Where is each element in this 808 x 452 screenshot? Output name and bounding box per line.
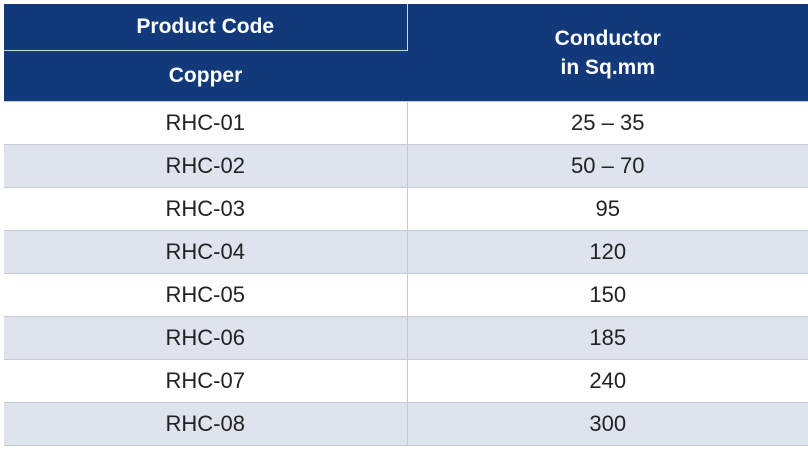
product-code-cell: RHC-06 bbox=[4, 317, 407, 360]
conductor-header-line2: in Sq.mm bbox=[560, 55, 655, 79]
product-code-header: Product Code bbox=[4, 4, 407, 51]
table-row bbox=[4, 317, 808, 360]
table-body bbox=[4, 102, 808, 446]
conductor-cell: 240 bbox=[407, 360, 808, 403]
table-row bbox=[4, 231, 808, 274]
table-row bbox=[4, 102, 808, 145]
table-row bbox=[4, 145, 808, 188]
product-code-cell: RHC-04 bbox=[4, 231, 407, 274]
product-code-cell: RHC-08 bbox=[4, 403, 407, 446]
conductor-cell: 185 bbox=[407, 317, 808, 360]
product-code-cell: RHC-05 bbox=[4, 274, 407, 317]
product-table-container bbox=[4, 4, 808, 448]
product-code-cell: RHC-03 bbox=[4, 188, 407, 231]
conductor-cell: 50 – 70 bbox=[407, 145, 808, 188]
conductor-cell: 300 bbox=[407, 403, 808, 446]
header-row bbox=[4, 4, 808, 51]
conductor-cell: 95 bbox=[407, 188, 808, 231]
product-table bbox=[4, 4, 808, 446]
conductor-header-line1: Conductor bbox=[554, 26, 661, 50]
product-code-cell: RHC-01 bbox=[4, 102, 407, 145]
conductor-cell: 120 bbox=[407, 231, 808, 274]
copper-subheader: Copper bbox=[4, 51, 407, 102]
table-row bbox=[4, 274, 808, 317]
table-header bbox=[4, 4, 808, 102]
table-row bbox=[4, 360, 808, 403]
table-row bbox=[4, 403, 808, 446]
product-code-cell: RHC-07 bbox=[4, 360, 407, 403]
conductor-header bbox=[407, 4, 808, 102]
conductor-cell: 25 – 35 bbox=[407, 102, 808, 145]
table-row bbox=[4, 188, 808, 231]
conductor-cell: 150 bbox=[407, 274, 808, 317]
product-code-cell: RHC-02 bbox=[4, 145, 407, 188]
